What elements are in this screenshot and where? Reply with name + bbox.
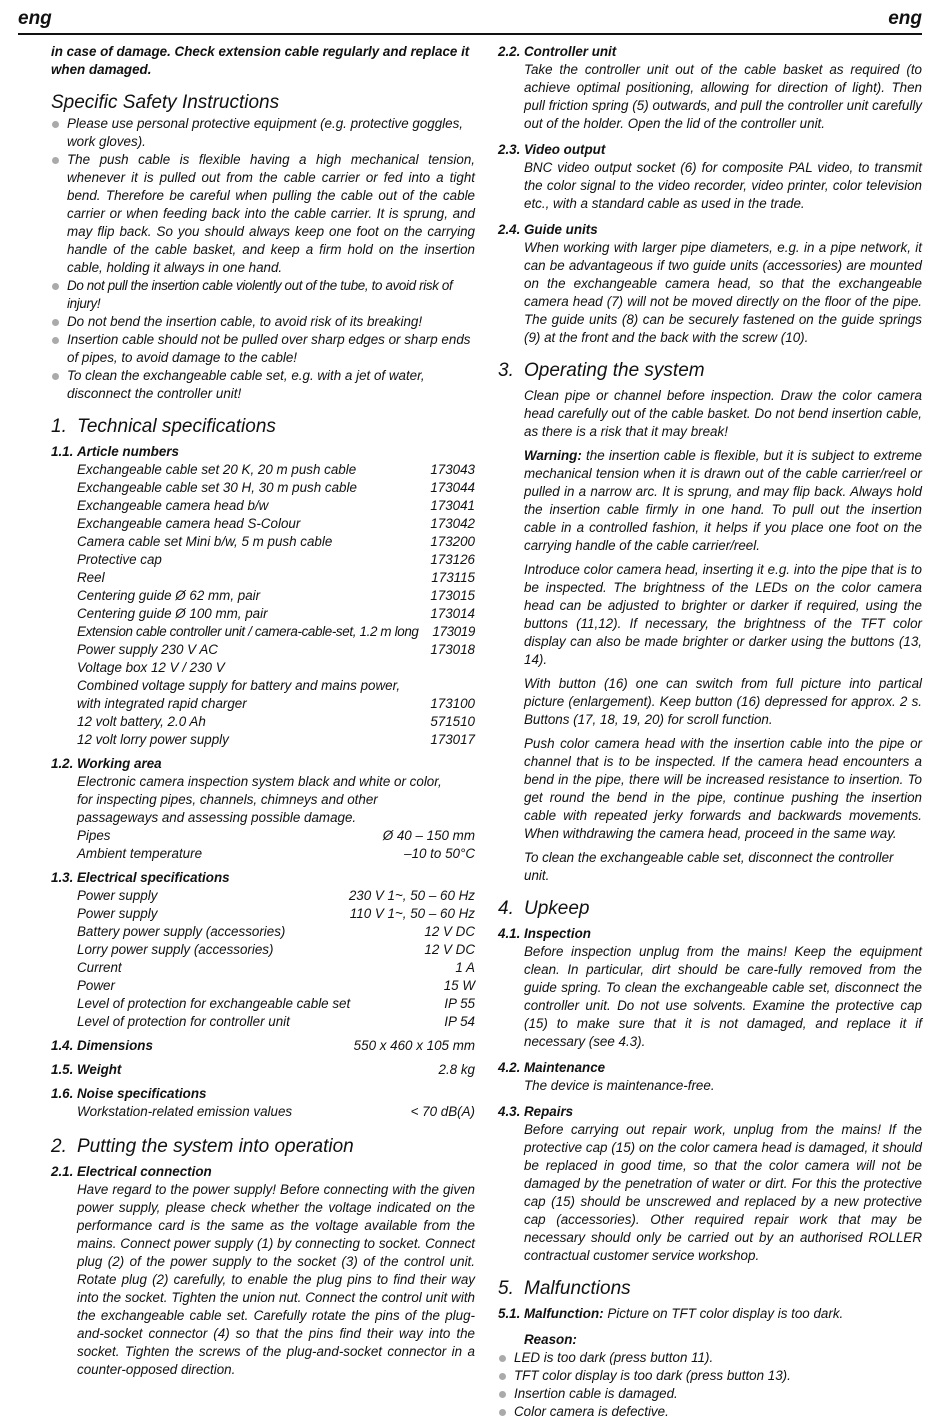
spec-value: IP 55 [444,996,475,1011]
page-header-language-right: eng [888,8,922,29]
spec-name: Ambient temperature [77,846,203,861]
table-row [51,551,475,569]
list-item: Do not bend the insertion cable, to avoid risk of its breaking! [51,313,475,331]
subsection-2-2-heading [498,43,922,61]
list-item: Do not pull the insertion cable violently out of the tube, to avoid risk of injury! [51,277,475,313]
subsection-1-2-heading [51,755,475,773]
subsection-2-3-heading [498,141,922,159]
subsection-title: Malfunction: [524,1306,604,1321]
article-code: 173018 [430,642,475,657]
table-row [51,677,475,695]
article-name: Voltage box 12 V / 230 V [77,660,225,675]
video-output-text: BNC video output socket (6) for composite PAL video, to transmit the color signal to the video recorder, video printer, color television etc., with a standard cable as used in the trade. [524,160,922,211]
section-title: Malfunctions [524,1278,631,1299]
article-name: Exchangeable cable set 20 K, 20 m push cable [77,462,357,477]
subsection-title: Maintenance [524,1060,606,1075]
subsection-title: Controller unit [524,44,617,59]
table-row [51,605,475,623]
maintenance-text: The device is maintenance-free. [524,1078,715,1093]
section-number: 1. [51,416,67,437]
article-code: 173041 [430,498,475,513]
list-item: To clean the exchangeable cable set, e.g. with a jet of water, disconnect the controller unit! [51,367,475,403]
spec-value: < 70 dB(A) [410,1104,475,1119]
subsection-number: 1.3. [51,870,74,885]
subsection-title: Video output [524,142,606,157]
guide-units-text: When working with larger pipe diameters, e.g. in a pipe network, it can be advantageous if two guide units (accessories) are mounted on the exchangeable camera head, so that the exchangeable camera head (7) will not be moved directly on the floor of the pipe. The guide units (8) can be securely fastened on the guide springs (9) at the front and the back with the screw (10). [524,240,922,345]
section-number: 5. [498,1278,514,1299]
table-row [51,887,475,905]
subsection-number: 2.4. [498,222,521,237]
article-code: 173017 [430,732,475,747]
table-row [51,845,475,863]
article-code: 173200 [430,534,475,549]
table-row [51,959,475,977]
subsection-number: 1.1. [51,444,74,459]
subsection-number: 1.6. [51,1086,74,1101]
inspection-text: Before inspection unplug from the mains! Keep the equipment clean. In particular, dirt should be care-fully removed from the guide spring. To clean the exchangeable cable set, disconnect the controller unit. Do not use solvents. Examine the protective cap (15) to make sure that it is not damaged, and replace it if necessary (see 4.3). [524,944,922,1049]
spec-name: Battery power supply (accessories) [77,924,286,939]
spec-name: Pipes [77,828,111,843]
repairs-text: Before carrying out repair work, unplug from the mains! If the protective cap (15) on the color camera head is damaged, it should be replaced in good time, so that the color camera will not be damaged by the penetration of water or dirt. For this the protective cap (15) should be unscrewed and replaced by a new protective cap (accessories). Other required repair work that may be necessary should only be carried out by an authorised ROLLER contractual customer service workshop. [524,1122,922,1263]
subsection-2-4-heading [498,221,922,239]
article-code: 173100 [430,696,475,711]
table-row [51,569,475,587]
table-row [51,641,475,659]
spec-value: IP 54 [444,1014,475,1029]
section-2-heading [51,1135,475,1159]
table-row [51,479,475,497]
table-row [51,497,475,515]
section-1-heading [51,415,475,439]
table-row [51,695,475,713]
article-name: Camera cable set Mini b/w, 5 m push cable [77,534,333,549]
section-title: Upkeep [524,898,590,919]
article-name: Reel [77,570,105,585]
operating-paragraph: With button (16) one can switch from full picture into partical picture (enlargement). Keep button (16) depressed for approx. 2 s. Buttons (17, 18, 19, 20) for scroll function. [524,676,922,727]
section-title: Technical specifications [77,416,276,437]
warning-text: the insertion cable is flexible, but it is subject to extreme mechanical tension when it is drawn out of the cable carrier/reel or pulled in a narrow arc. It is sprung, and may flip back. Always hold the insertion cable firmly in one hand. To pull out the insertion cable in a controlled fashion, it helps if you place one foot on the carrying handle of the cable carrier/reel. [524,448,922,553]
table-row [51,587,475,605]
spec-name: Level of protection for controller unit [77,1014,290,1029]
article-name: 12 volt battery, 2.0 Ah [77,714,206,729]
article-code: 173043 [430,462,475,477]
section-number: 2. [51,1136,67,1157]
subsection-4-3-heading [498,1103,922,1121]
subsection-title: Working area [77,756,162,771]
subsection-1-3-heading [51,869,475,887]
list-item: TFT color display is too dark (press button 13). [498,1367,922,1385]
header-rule [18,33,922,35]
spec-name: Level of protection for exchangeable cable set [77,996,351,1011]
spec-value: 12 V DC [424,924,475,939]
subsection-number: 5.1. [498,1306,521,1321]
article-code: 173019 [432,624,475,639]
malfunction-5-1 [498,1305,922,1323]
subsection-title: Inspection [524,926,591,941]
working-area-text: Electronic camera inspection system black and white or color, for inspecting pipes, channels, chimneys and other passageways and assessing possible damage. [77,774,442,825]
subsection-4-2-heading [498,1059,922,1077]
subsection-4-1-heading [498,925,922,943]
section-title: Operating the system [524,360,705,381]
article-code: 173115 [431,570,475,585]
table-row [51,827,475,845]
section-4-heading [498,897,922,921]
article-name: Power supply 230 V AC [77,642,218,657]
operating-paragraph: Clean pipe or channel before inspection. Draw the color camera head carefully out of the cable basket. Do not bend insertion cable, as there is a risk that it may break! [524,388,922,439]
list-item: Insertion cable should not be pulled over sharp edges or sharp ends of pipes, to avoid damage to the cable! [51,331,475,367]
article-code: 173044 [430,480,475,495]
spec-value: Ø 40 – 150 mm [382,828,475,843]
table-row [51,1103,475,1121]
section-3-heading [498,359,922,383]
list-item: The push cable is flexible having a high mechanical tension, whenever it is pulled out from the cable carrier or fed into a tight bend. Therefore be careful when pulling the cable out of the cable carrier or when feeding back into the cable carrier. It is sprung, and may flip back. So you should always keep one foot on the carrying handle of the cable basket, and keep a firm hold on the insertion cable, holding it always in one hand. [51,151,475,277]
subsection-number: 1.5. [51,1062,74,1077]
article-list [51,461,475,749]
subsection-number: 2.2. [498,44,521,59]
subsection-title: Electrical connection [77,1164,212,1179]
subsection-number: 4.3. [498,1104,521,1119]
table-row [51,1013,475,1031]
article-name: with integrated rapid charger [77,696,247,711]
section-number: 3. [498,360,514,381]
electrical-connection-text: Have regard to the power supply! Before connecting with the given power supply, please check whether the voltage indicated on the performance card is the same as the voltage available from the mains. Connect power supply (1) by connecting to socket. Connect plug (2) of the power supply to the socket (3) of the control unit. Rotate plug (2) carefully, to enable the plug pins to find their way into the socket. Tighten the union nut. Connect the control unit with the exchangeable cable set. Carefully rotate the pins of the plug-and-socket connector (4) so that the pins find their way into the socket. Tighten the screws of the plug-and-socket connector in a counter-opposed direction. [77,1182,475,1377]
spec-name: Lorry power supply (accessories) [77,942,274,957]
table-row [51,623,475,641]
subsection-title: Article numbers [77,444,179,459]
article-name: Exchangeable cable set 30 H, 30 m push cable [77,480,357,495]
subsection-1-6-heading [51,1085,475,1103]
article-name: Combined voltage supply for battery and mains power, [77,678,401,693]
subsection-number: 1.4. [51,1038,74,1053]
subsection-number: 2.1. [51,1164,74,1179]
article-code: 173042 [430,516,475,531]
spec-name: Power supply [77,906,158,921]
article-name: Exchangeable camera head S-Colour [77,516,301,531]
intro-warning: in case of damage. Check extension cable regularly and replace it when damaged. [51,44,470,77]
spec-value: 110 V 1~, 50 – 60 Hz [349,906,475,921]
table-row [51,533,475,551]
spec-value: 12 V DC [424,942,475,957]
subsection-number: 1.2. [51,756,74,771]
subsection-title: Guide units [524,222,598,237]
subsection-title: Electrical specifications [77,870,230,885]
article-code: 173015 [430,588,475,603]
table-row [51,977,475,995]
safety-list [51,115,475,403]
malfunction-text: Picture on TFT color display is too dark. [607,1306,844,1321]
operating-paragraph: To clean the exchangeable cable set, disconnect the controller unit. [524,850,894,883]
subsection-title: Noise specifications [77,1086,207,1101]
list-item: Please use personal protective equipment (e.g. protective goggles, work gloves). [51,115,475,151]
article-name: Exchangeable camera head b/w [77,498,269,513]
spec-name: Current [77,960,122,975]
table-row [51,515,475,533]
spec-value: 550 x 460 x 105 mm [353,1038,475,1053]
table-row [51,905,475,923]
article-name: Protective cap [77,552,162,567]
operating-paragraph: Introduce color camera head, inserting it e.g. into the pipe that is to be inspected. The brightness of the LEDs on the color camera head can be adjusted to brighter or darker if required, using the buttons (11,12). If necessary, the brightness of the TFT color display can also be made brighter or darker using the buttons (13, 14). [524,562,922,667]
list-item: Insertion cable is damaged. [498,1385,922,1403]
warning-paragraph [498,447,922,555]
spec-name: Workstation-related emission values [77,1104,293,1119]
page-header-language-left: eng [18,8,52,29]
section-5-heading [498,1277,922,1301]
subsection-1-5-heading [51,1061,475,1079]
spec-value: 15 W [443,978,475,993]
subsection-2-1-heading [51,1163,475,1181]
subsection-1-1-heading [51,443,475,461]
subsection-number: 2.3. [498,142,521,157]
subsection-title: Dimensions [77,1038,153,1053]
spec-value: 2.8 kg [438,1062,475,1077]
subsection-title: Repairs [524,1104,574,1119]
table-row [51,461,475,479]
article-code: 571510 [430,714,475,729]
table-row [51,713,475,731]
section-title: Putting the system into operation [77,1136,354,1157]
left-column [51,43,475,1379]
spec-value: –10 to 50°C [404,846,475,861]
article-code: 173014 [430,606,475,621]
spec-name: Power supply [77,888,158,903]
right-column [498,43,922,1421]
article-name: Extension cable controller unit / camera-cable-set, 1.2 m long [77,624,419,639]
list-item: LED is too dark (press button 11). [498,1349,922,1367]
spec-value: 230 V 1~, 50 – 60 Hz [348,888,475,903]
article-name: Centering guide Ø 62 mm, pair [77,588,261,603]
table-row [51,731,475,749]
subsection-1-4-heading [51,1037,475,1055]
subsection-title: Weight [77,1062,122,1077]
table-row [51,659,475,677]
controller-unit-text: Take the controller unit out of the cable basket as required (to achieve optimal positioning, allowing for direction of light). Then pull friction spring (5) outwards, and pull the controller unit carefully out of the holder. Open the lid of the controller unit. [524,62,922,131]
subsection-number: 4.1. [498,926,521,941]
article-name: Centering guide Ø 100 mm, pair [77,606,268,621]
spec-value: 1 A [455,960,475,975]
table-row [51,923,475,941]
section-number: 4. [498,898,514,919]
article-code: 173126 [430,552,475,567]
table-row [51,941,475,959]
spec-name: Power [77,978,115,993]
article-name: 12 volt lorry power supply [77,732,229,747]
safety-title: Specific Safety Instructions [51,92,280,113]
list-item: Color camera is defective. [498,1403,922,1421]
operating-paragraph: Push color camera head with the insertion cable into the pipe or channel that is to be inspected. If the camera head encounters a bend in the pipe, there will be increased resistance to insertion. To get round the bend in the pipe, continue pushing the insertion cable with repeated jerky forwards and backwards movements. When withdrawing the camera head, proceed in the same way. [524,736,922,841]
table-row [51,995,475,1013]
reason-label: Reason: [524,1332,577,1347]
warning-label: Warning: [524,448,582,463]
subsection-number: 4.2. [498,1060,521,1075]
